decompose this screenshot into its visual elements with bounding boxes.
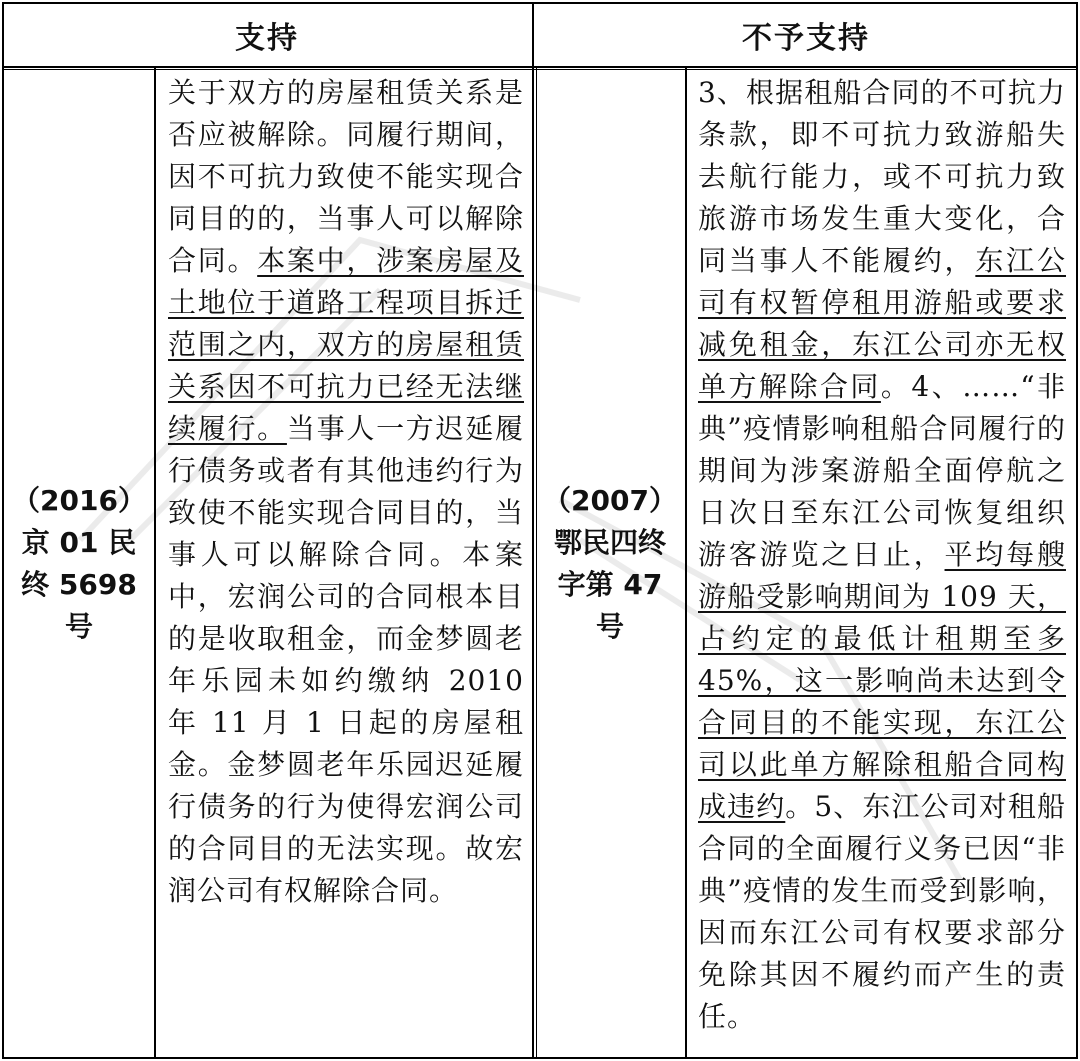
col-divider-3 (685, 68, 687, 1059)
text-segment: 当事人一方迟延履行债务或者有其他违约行为致使不能实现合同目的，当事人可以解除合同。本案中，宏润公司的合同根本目的是收取租金，而金梦圆老年乐园未如约缴纳 2010 年 11 月 1 日起的房屋租金。金梦圆老年乐园迟延履行债务的行为使得宏润公司的合同目的无法实现。故宏润公司有权解除合同。 (168, 412, 524, 907)
table-border-right (1076, 2, 1078, 1059)
case-line: 字第 47 (557, 567, 663, 601)
header-support: 支持 (235, 21, 299, 56)
table-border-bottom (2, 1057, 1078, 1059)
case-line: 号 (64, 609, 93, 643)
case-line: 京 01 民 (21, 525, 137, 559)
text-segment: 。4、……“非典”疫情影响租船合同履行的期间为涉案游船全面停航之日次日至东江公司恢复组织游客游览之日止， (698, 370, 1066, 571)
case-line: 鄂民四终 (553, 525, 666, 559)
judgment-text-right (698, 72, 1066, 1038)
header-rule (2, 66, 1078, 68)
text-segment: 。5、东江公司对租船合同的全面履行义务已因“非典”疫情的发生而受到影响，因而东江公司有权要求部分免除其因不履约而产生的责任。 (698, 790, 1066, 1033)
judgment-text-left (168, 72, 524, 912)
header-not-support: 不予支持 (742, 21, 870, 56)
case-line: 号 (595, 609, 624, 643)
case-number-left (4, 70, 154, 1057)
underlined-text-segment: 平均每艘游船受影响期间为 109 天，占约定的最低计租期至多 45%，这一影响尚未达到令合同目的不能实现，东江公司以此单方解除租船合同构成违约 (698, 538, 1066, 823)
text-segment: 关于双方的房屋租赁关系是否应被解除。同履行期间，因不可抗力致使不能实现合同目的的，当事人可以解除合同。 (168, 76, 524, 277)
case-line: （2007） (543, 483, 677, 517)
col-divider-main (532, 2, 534, 1059)
case-line: （2016） (12, 483, 146, 517)
col-divider-1 (154, 68, 156, 1059)
underlined-text-segment: 本案中，涉案房屋及土地位于道路工程项目拆迁范围之内，双方的房屋租赁关系因不可抗力已经无法继续履行。 (168, 244, 524, 445)
case-line: 终 5698 (21, 567, 137, 601)
case-number-right (535, 70, 685, 1057)
underlined-text-segment: 东江公司有权暂停租用游船或要求减免租金，东江公司亦无权单方解除合同 (698, 244, 1066, 403)
text-segment: 3、根据租船合同的不可抗力条款，即不可抗力致游船失去航行能力，或不可抗力致旅游市场发生重大变化，合同当事人不能履约， (698, 76, 1066, 277)
